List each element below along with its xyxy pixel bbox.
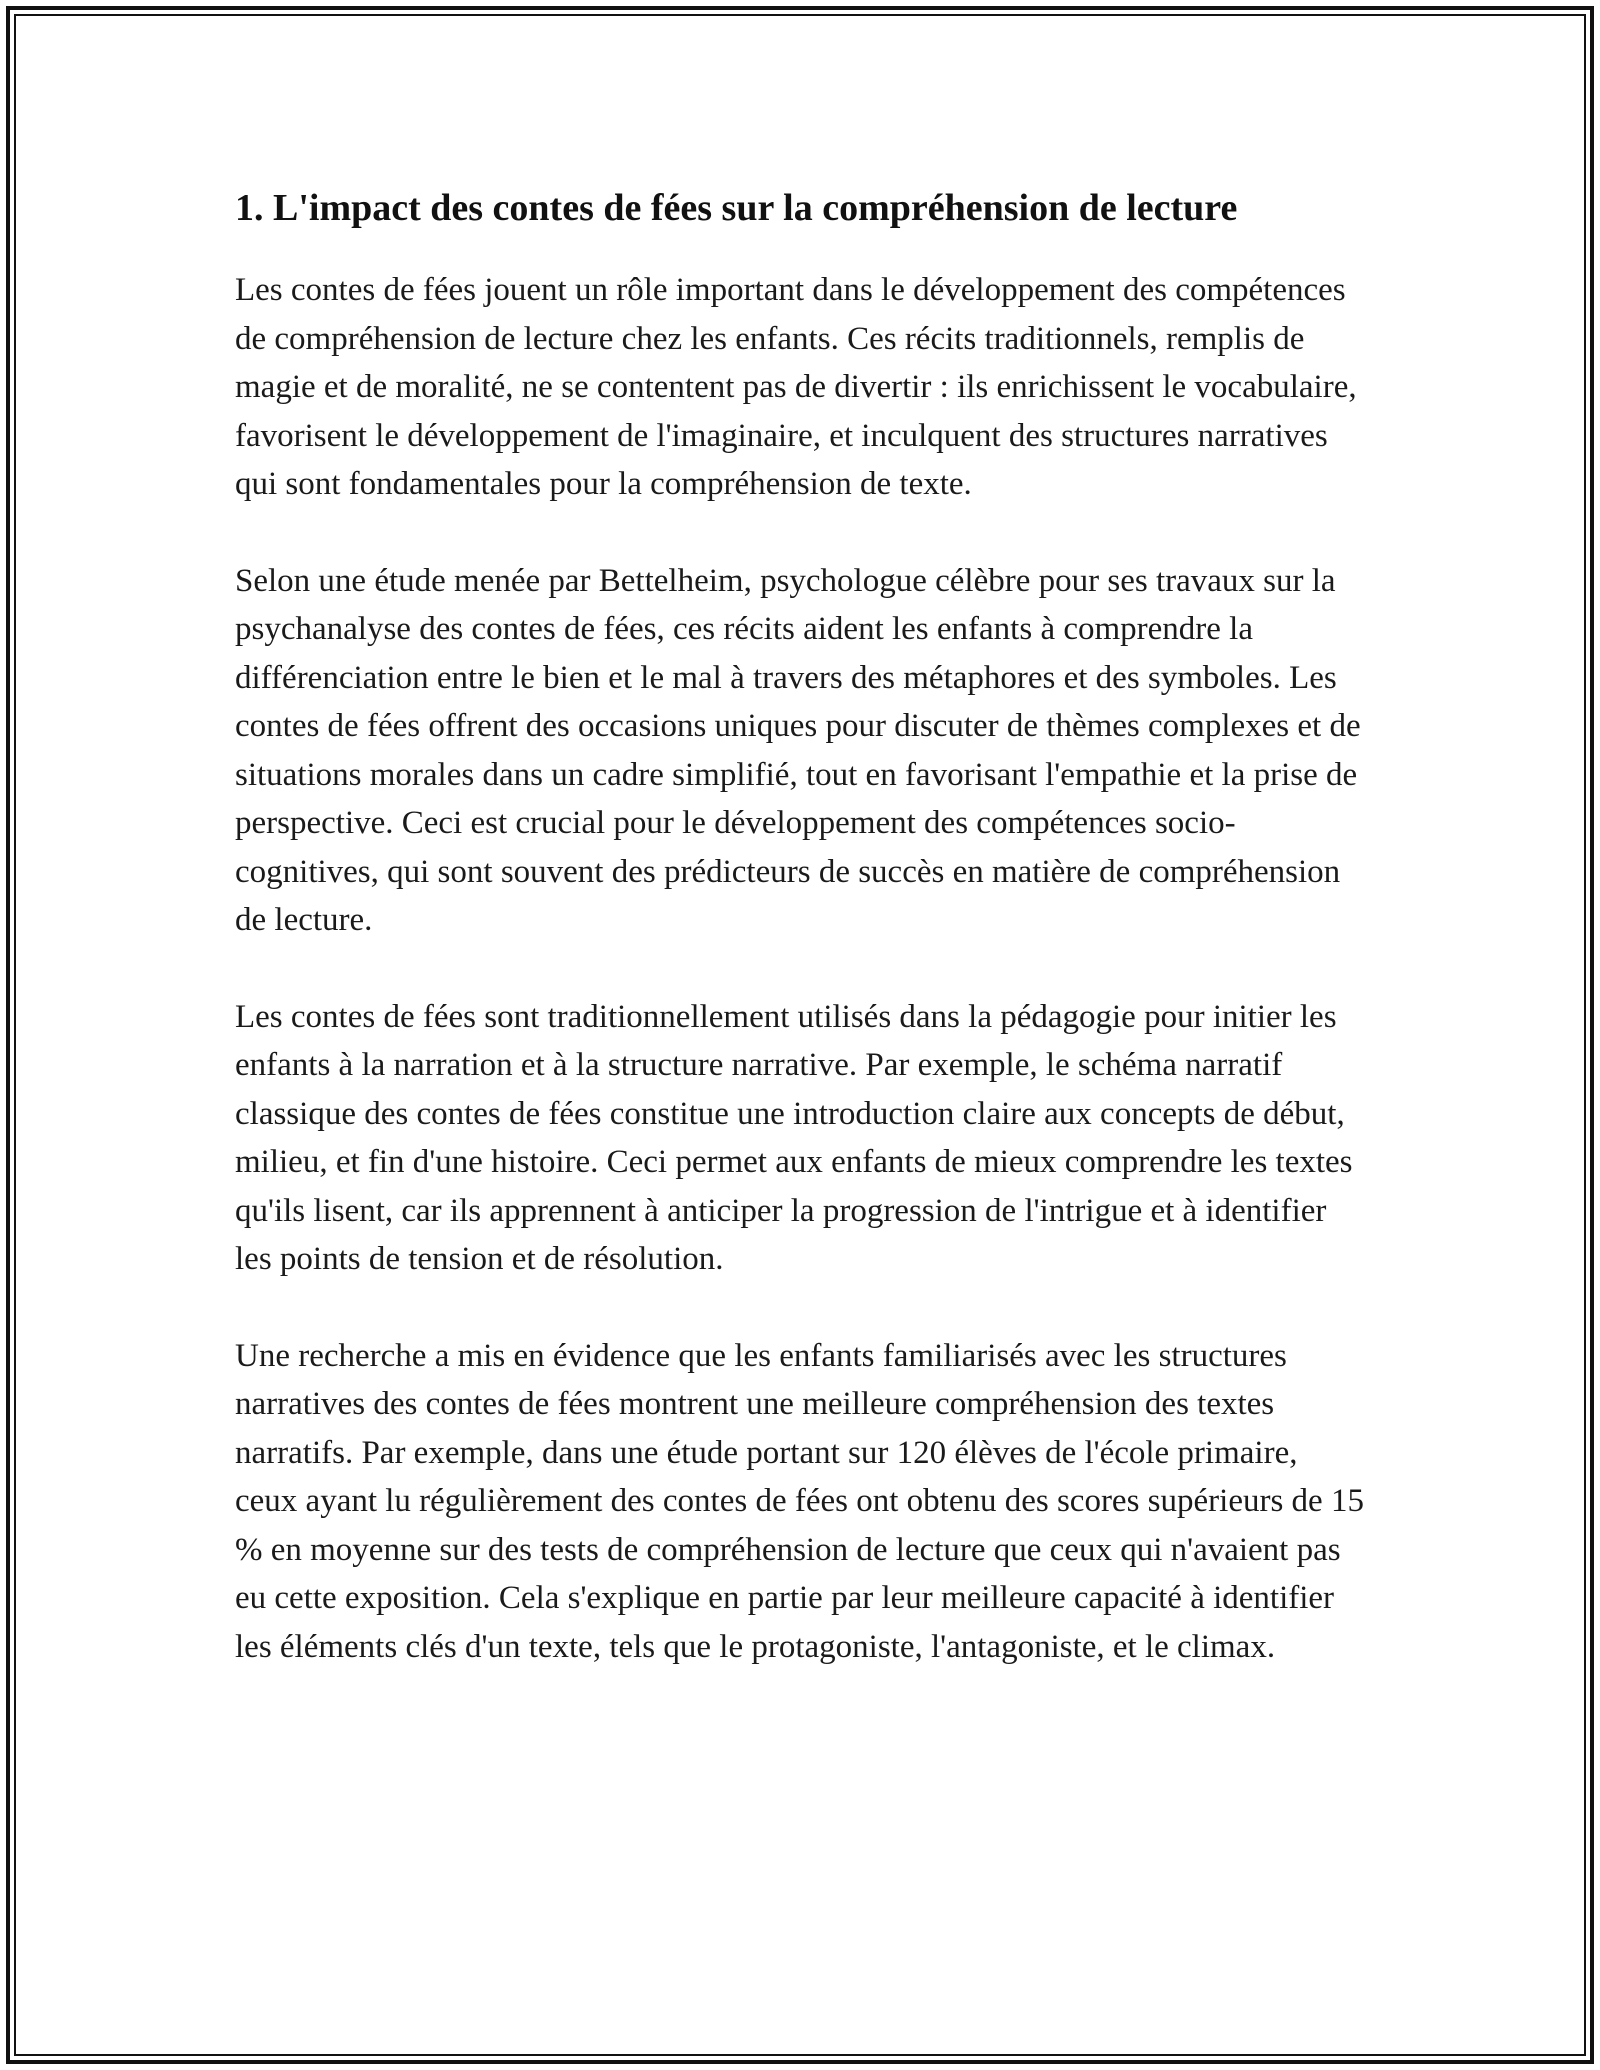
paragraph-2: Selon une étude menée par Bettelheim, psychologue célèbre pour ses travaux sur la psychanalyse des contes de fées, ces récits aident les enfants à comprendre la différenciation entre le bien et le mal à travers des métaphores et des symboles. Les contes de fées offrent des occasions uniques pour discuter de thèmes complexes et de situations morales dans un cadre simplifié, tout en favorisant l'empathie et la prise de perspective. Ceci est crucial pour le développement des compétences socio-cognitives, qui sont souvent des prédicteurs de succès en matière de compréhension de lecture. xyxy=(235,562,1361,938)
paragraph-1: Les contes de fées jouent un rôle important dans le développement des compétences de compréhension de lecture chez les enfants. Ces récits traditionnels, remplis de magie et de moralité, ne se contentent pas de divertir : ils enrichissent le vocabulaire, favorisent le développement de l'imaginaire, et inculquent des structures narratives qui sont fondamentales pour la compréhension de texte. xyxy=(235,272,1357,502)
section-heading: 1. L'impact des contes de fées sur la compréhension de lecture xyxy=(235,187,1238,229)
paragraph-4: Une recherche a mis en évidence que les enfants familiarisés avec les structures narratives des contes de fées montrent une meilleure compréhension des textes narratifs. Par exemple, dans une étude portant sur 120 élèves de l'école primaire, ceux ayant lu régulièrement des contes de fées ont obtenu des scores supérieurs de 15 % en moyenne sur des tests de compréhension de lecture que ceux qui n'avaient pas eu cette exposition. Cela s'explique en partie par leur meilleure capacité à identifier les éléments clés d'un texte, tels que le protagoniste, l'antagoniste, et le climax. xyxy=(235,1337,1364,1665)
document-body xyxy=(235,184,1365,1719)
paragraph-3: Les contes de fées sont traditionnellement utilisés dans la pédagogie pour initier les enfants à la narration et à la structure narrative. Par exemple, le schéma narratif classique des contes de fées constitue une introduction claire aux concepts de début, milieu, et fin d'une histoire. Ceci permet aux enfants de mieux comprendre les textes qu'ils lisent, car ils apprennent à anticiper la progression de l'intrigue et à identifier les points de tension et de résolution. xyxy=(235,998,1353,1277)
